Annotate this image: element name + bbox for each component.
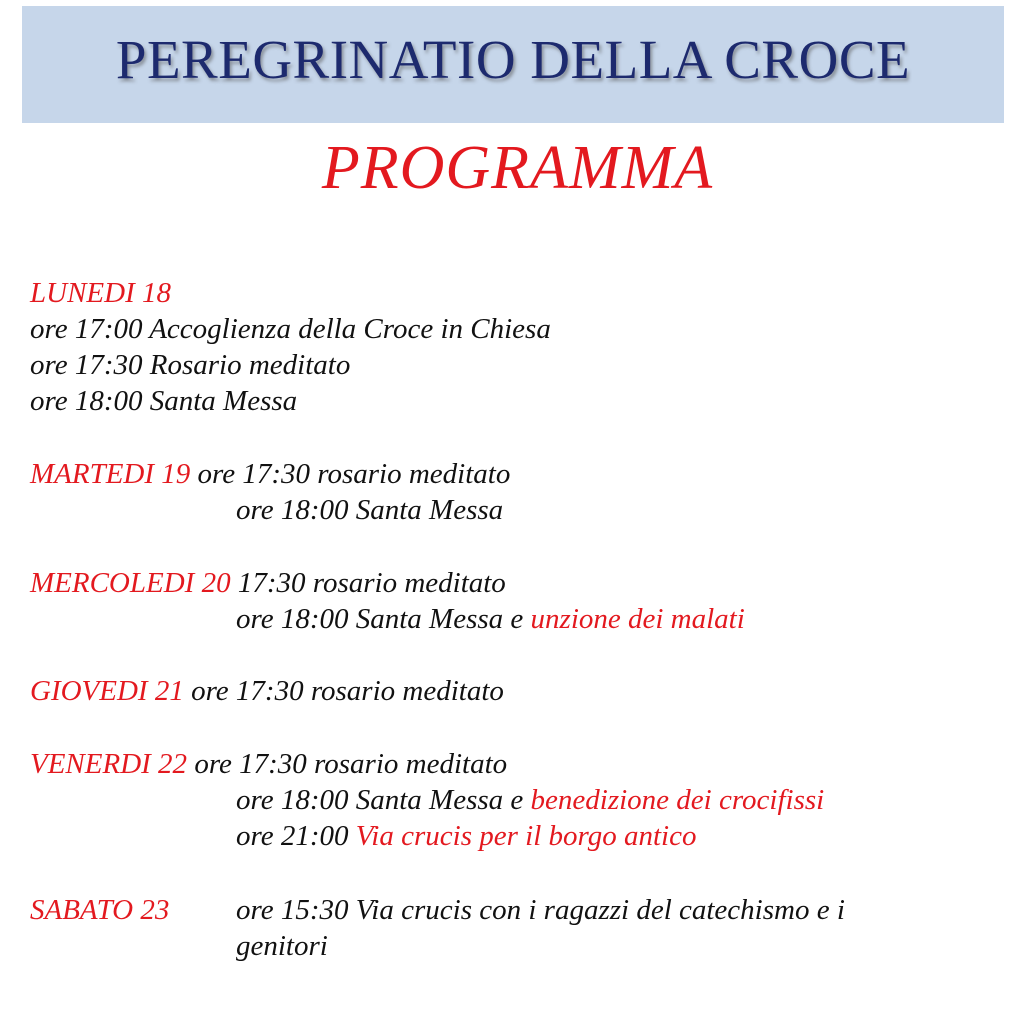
- schedule-line: ore 18:00 Santa Messa e: [236, 603, 524, 635]
- day-lunedi: LUNEDI 18: [30, 277, 171, 309]
- schedule-row-martedi: [30, 456, 510, 492]
- schedule-line: ore 18:00 Santa Messa: [30, 385, 298, 417]
- program-heading: PROGRAMMA: [321, 134, 714, 202]
- schedule-row-venerdi: [30, 746, 507, 782]
- schedule-line: ore 18:00 Santa Messa e: [236, 784, 524, 816]
- schedule-row-mercoledi-2: [236, 601, 745, 637]
- day-venerdi: VENERDI 22: [30, 748, 188, 780]
- schedule-line: genitori: [236, 930, 328, 962]
- schedule-row-giovedi: [30, 673, 504, 709]
- highlight-text: unzione dei malati: [530, 603, 745, 635]
- schedule-line: ore 17:30 rosario meditato: [194, 748, 508, 780]
- day-giovedi: GIOVEDI 21: [30, 675, 184, 707]
- schedule-line: ore 18:00 Santa Messa: [236, 494, 504, 526]
- day-sabato: SABATO 23: [30, 894, 170, 926]
- schedule-line: ore 21:00: [236, 820, 349, 852]
- schedule-line: 17:30 rosario meditato: [237, 567, 506, 599]
- schedule-row-mercoledi: [30, 565, 506, 601]
- schedule-line: ore 17:30 rosario meditato: [197, 458, 511, 490]
- day-martedi: MARTEDI 19: [30, 458, 191, 490]
- schedule-row-venerdi-3: [236, 818, 696, 854]
- schedule-line: ore 17:00 Accoglienza della Croce in Chiesa: [30, 313, 551, 345]
- highlight-text: benedizione dei crocifissi: [530, 784, 825, 816]
- schedule-line: ore 17:30 rosario meditato: [191, 675, 504, 707]
- schedule-line: ore 17:30 Rosario meditato: [30, 349, 351, 381]
- page-title: PEREGRINATIO DELLA CROCE: [115, 29, 911, 90]
- day-label-lunedi: [30, 275, 171, 311]
- schedule-line: ore 15:30 Via crucis con i ragazzi del catechismo e i: [236, 894, 845, 926]
- schedule-row-venerdi-2: [236, 782, 824, 818]
- day-mercoledi: MERCOLEDI 20: [30, 567, 231, 599]
- highlight-text: Via crucis per il borgo antico: [355, 820, 697, 852]
- day-label-sabato: [30, 892, 169, 928]
